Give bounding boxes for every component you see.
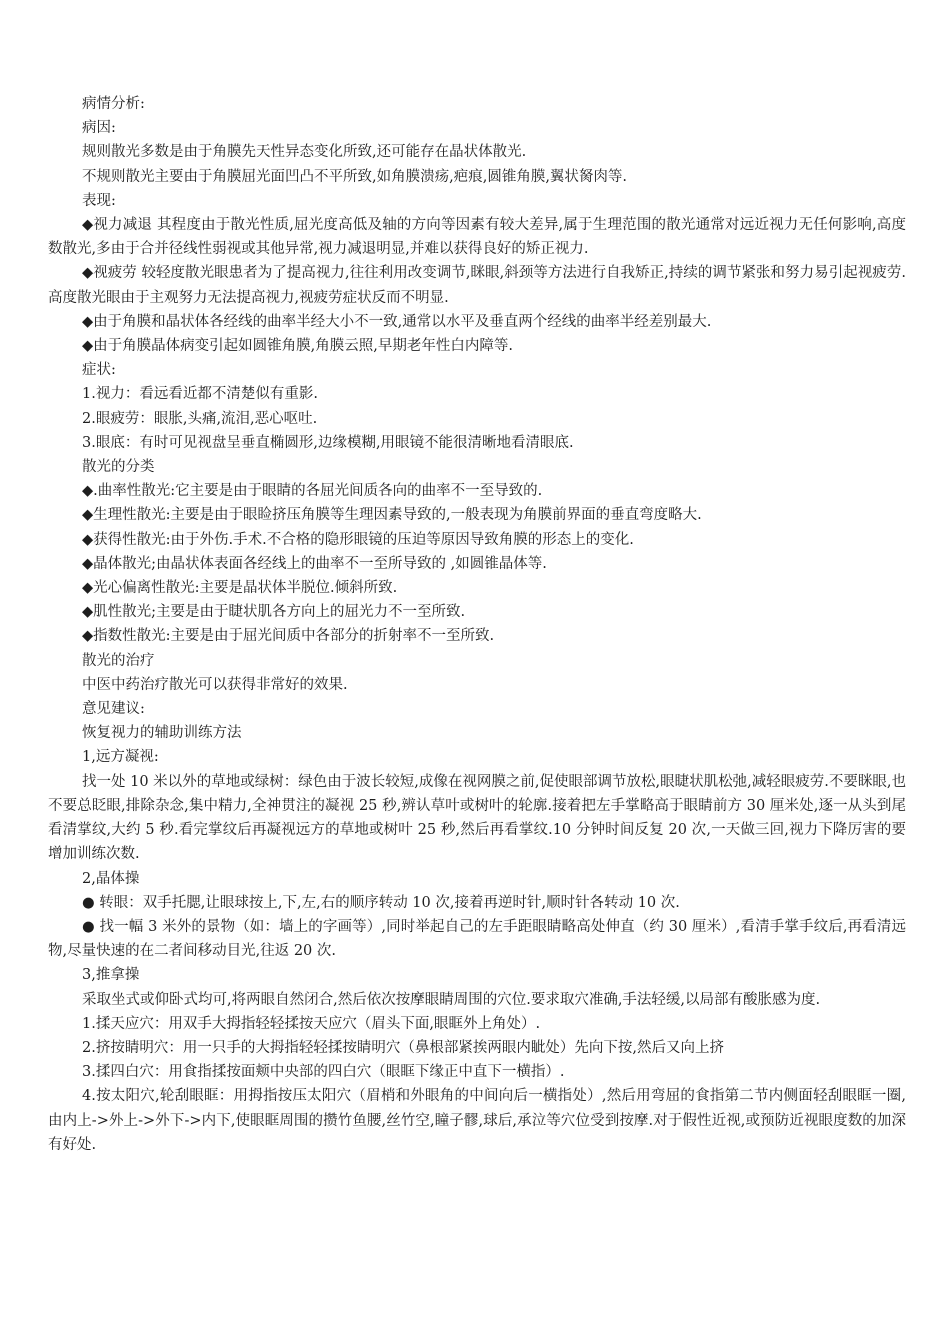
paragraph: ◆晶体散光;由晶状体表面各经线上的曲率不一至所导致的 ,如圆锥晶体等.: [82, 555, 547, 572]
paragraph: 3,推拿操: [82, 967, 140, 984]
paragraph: 表现:: [82, 192, 116, 209]
paragraph: 2.眼疲劳：眼胀,头痛,流泪,恶心呕吐.: [82, 410, 318, 427]
paragraph: 采取坐式或仰卧式均可,将两眼自然闭合,然后依次按摩眼睛周围的穴位.要求取穴准确,手法轻缓,以局部有酸胀感为度.: [82, 991, 821, 1008]
paragraph: 4.按太阳穴,轮刮眼眶：用拇指按压太阳穴（眉梢和外眼角的中间向后一横指处）,然后用弯屈的食指第二节内侧面轻刮眼眶一圈,由内上->外上->外下->内下,使眼眶周围的攒竹鱼腰,丝竹空,瞳子髎,球后,承泣等穴位受到按摩.对于假性近视,或预防近视眼度数的加深有好处.: [48, 1088, 906, 1153]
paragraph: 3.揉四白穴：用食指揉按面颊中央部的四白穴（眼眶下缘正中直下一横指）.: [82, 1064, 565, 1081]
document-body: [48, 92, 906, 1157]
paragraph: ◆生理性散光:主要是由于眼睑挤压角膜等生理因素导致的,一般表现为角膜前界面的垂直弯度略大.: [82, 507, 702, 524]
paragraph: 症状:: [82, 362, 116, 379]
paragraph: 1.视力：看远看近都不清楚似有重影.: [82, 386, 318, 403]
paragraph: 3.眼底：有时可见视盘呈垂直椭圆形,边缘模糊,用眼镜不能很清晰地看清眼底.: [82, 434, 574, 451]
paragraph: 不规则散光主要由于角膜屈光面凹凸不平所致,如角膜溃疡,疤痕,圆锥角膜,翼状胬肉等.: [82, 168, 628, 185]
paragraph: 中医中药治疗散光可以获得非常好的效果.: [82, 676, 348, 693]
paragraph: ◆由于角膜和晶状体各经线的曲率半经大小不一致,通常以水平及垂直两个经线的曲率半经差别最大.: [82, 313, 712, 330]
paragraph: 恢复视力的辅助训练方法: [82, 725, 242, 742]
paragraph: 病因:: [82, 120, 116, 137]
paragraph: 意见建议:: [82, 701, 145, 718]
paragraph: 散光的分类: [82, 459, 155, 476]
paragraph: 规则散光多数是由于角膜先天性异态变化所致,还可能存在晶状体散光.: [82, 144, 527, 161]
paragraph: ● 找一幅 3 米外的景物（如：墙上的字画等）,同时举起自己的左手距眼睛略高处伸直（约 30 厘米）,看清手掌手纹后,再看清远物,尽量快速的在二者间移动目光,往返 20 次.: [48, 918, 906, 960]
paragraph: ◆视疲劳 较轻度散光眼患者为了提高视力,往往利用改变调节,眯眼,斜颈等方法进行自我矫正,持续的调节紧张和努力易引起视疲劳.高度散光眼由于主观努力无法提高视力,视疲劳症状反而不明显.: [48, 265, 906, 306]
paragraph: 1,远方凝视:: [82, 749, 159, 766]
paragraph: 1.揉天应穴：用双手大拇指轻轻揉按天应穴（眉头下面,眼眶外上角处）.: [82, 1015, 541, 1032]
paragraph: ◆获得性散光:由于外伤.手术.不合格的隐形眼镜的压迫等原因导致角膜的形态上的变化.: [82, 531, 634, 548]
paragraph: ◆视力减退 其程度由于散光性质,屈光度高低及轴的方向等因素有较大差异,属于生理范围的散光通常对远近视力无任何影响,高度数散光,多由于合并径线性弱视或其他异常,视力减退明显,并难以获得良好的矫正视力.: [48, 217, 906, 258]
paragraph: ● 转眼：双手托腮,让眼球按上,下,左,右的顺序转动 10 次,接着再逆时针,顺时针各转动 10 次.: [82, 894, 680, 911]
paragraph: 2.挤按睛明穴：用一只手的大拇指轻轻揉按睛明穴（鼻根部紧挨两眼内眦处）先向下按,然后又向上挤: [82, 1039, 724, 1056]
paragraph: ◆.曲率性散光:它主要是由于眼睛的各屈光间质各向的曲率不一至导致的.: [82, 483, 543, 500]
paragraph: ◆光心偏离性散光:主要是晶状体半脱位.倾斜所致.: [82, 580, 398, 597]
paragraph: 散光的治疗: [82, 652, 155, 669]
paragraph: 2,晶体操: [82, 870, 140, 887]
paragraph: ◆指数性散光:主要是由于屈光间质中各部分的折射率不一至所致.: [82, 628, 495, 645]
paragraph: 病情分析:: [82, 96, 145, 112]
paragraph: ◆由于角膜晶体病变引起如圆锥角膜,角膜云照,早期老年性白内障等.: [82, 338, 513, 355]
paragraph: 找一处 10 米以外的草地或绿树：绿色由于波长较短,成像在视网膜之前,促使眼部调节放松,眼睫状肌松弛,减轻眼疲劳.不要眯眼,也不要总眨眼,排除杂念,集中精力,全神贯注的凝视 25 秒,辨认草叶或树叶的轮廓.接着把左手掌略高于眼睛前方 30 厘米处,逐一从头到尾看清掌纹,大约 5 秒.看完掌纹后再凝视远方的草地或树叶 25 秒,然后再看掌纹.10 分钟时间反复 20 次,一天做三回,视力下降厉害的要增加训练次数.: [48, 773, 906, 863]
paragraph: ◆肌性散光;主要是由于睫状肌各方向上的屈光力不一至所致.: [82, 604, 466, 621]
